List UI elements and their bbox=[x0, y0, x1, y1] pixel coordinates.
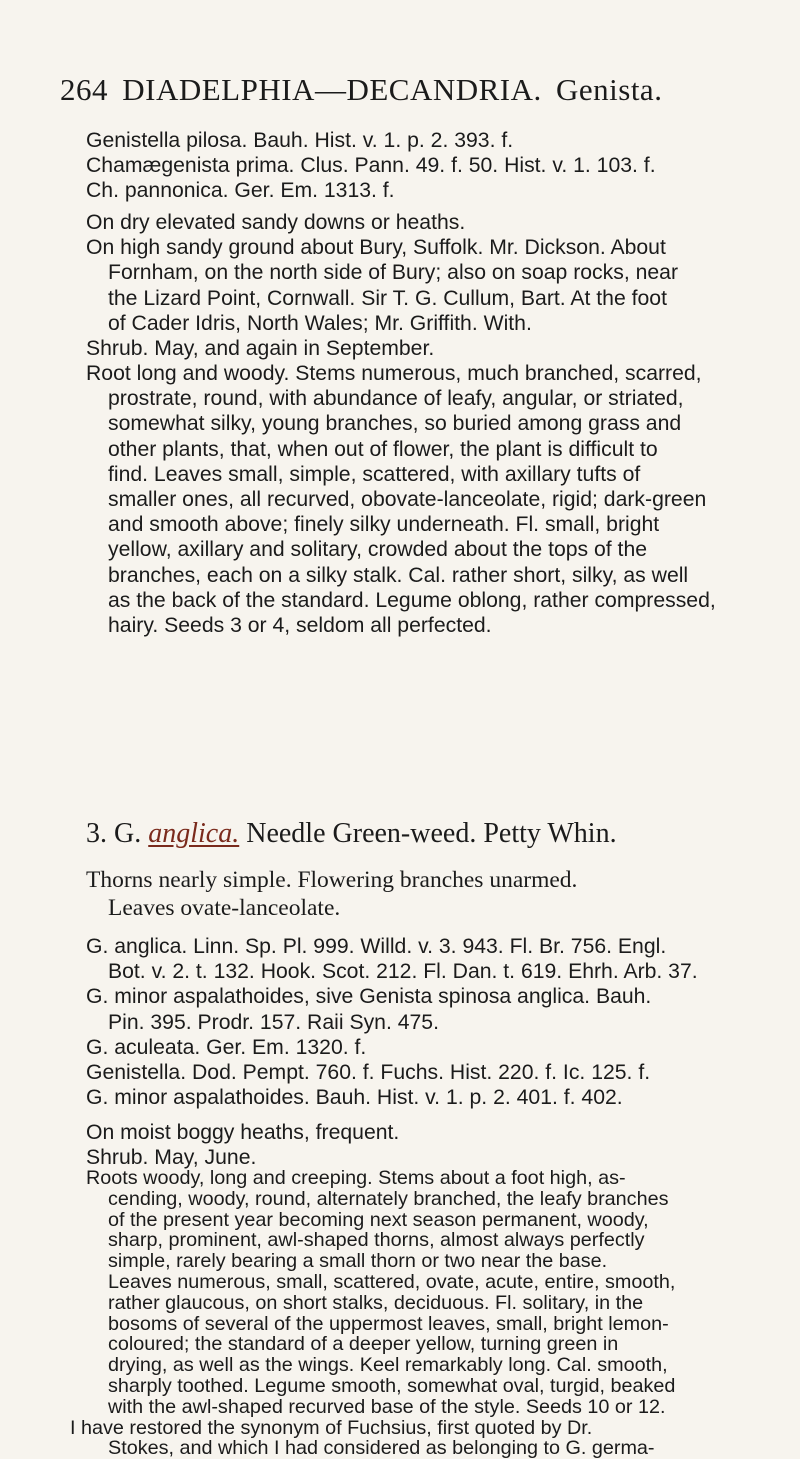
description-line: rather glaucous, on short stalks, deciduous. Fl. solitary, in the bbox=[108, 1291, 644, 1314]
synonym-line: G. anglica. Linn. Sp. Pl. 999. Willd. v. 3. 943. Fl. Br. 756. Engl. bbox=[86, 935, 667, 958]
synonyms-top bbox=[86, 128, 750, 204]
habitat-line: Fornham, on the north side of Bury; also on soap rocks, near bbox=[108, 261, 679, 285]
diagnosis bbox=[86, 866, 760, 922]
synonym-line: Genistella pilosa. Bauh. Hist. v. 1. p. 2. 393. f. bbox=[86, 129, 514, 152]
description-line: bosoms of several of the uppermost leaves, small, bright lemon- bbox=[108, 1312, 669, 1335]
habitat-line: On dry elevated sandy downs or heaths. bbox=[86, 211, 466, 234]
description-line: Roots woody, long and creeping. Stems about a foot high, as- bbox=[86, 1167, 626, 1189]
species-common-names: Needle Green-weed. Petty Whin. bbox=[246, 818, 617, 849]
habitat-line: On moist boggy heaths, frequent. bbox=[86, 1121, 400, 1144]
synonym-line: G. minor aspalathoides, sive Genista spinosa anglica. Bauh. bbox=[86, 985, 652, 1009]
diagnosis-line: Leaves ovate-lanceolate. bbox=[108, 895, 341, 921]
description-line: branches, each on a silky stalk. Cal. rather short, silky, as well bbox=[108, 563, 689, 587]
synonym-line: Genistella. Dod. Pempt. 760. f. Fuchs. Hist. 220. f. Ic. 125. f. bbox=[86, 1061, 651, 1085]
genus-title: Genista. bbox=[556, 72, 663, 107]
description-line: smaller ones, all recurved, obovate-lanceolate, rigid; dark-green bbox=[108, 488, 707, 512]
description-line: find. Leaves small, simple, scattered, with axillary tufts of bbox=[108, 462, 641, 486]
description-line: Leaves numerous, small, scattered, ovate, acute, entire, smooth, bbox=[108, 1270, 676, 1293]
description-line: with the awl-shaped recurved base of the style. Seeds 10 or 12. bbox=[108, 1395, 666, 1418]
habitat-line: On high sandy ground about Bury, Suffolk. Mr. Dickson. About bbox=[86, 236, 666, 260]
footnote bbox=[70, 1418, 760, 1459]
running-title: DIADELPHIA—DECANDRIA. bbox=[122, 72, 542, 107]
species-epithet: anglica. bbox=[148, 818, 240, 849]
synonym-line: G. aculeata. Ger. Em. 1320. f. bbox=[86, 1035, 367, 1059]
habitat-line: Shrub. May, and again in September. bbox=[86, 337, 435, 361]
description-line: hairy. Seeds 3 or 4, seldom all perfected. bbox=[108, 614, 492, 638]
footnote-line: I have restored the synonym of Fuchsius, first quoted by Dr. bbox=[70, 1416, 593, 1439]
running-header bbox=[60, 72, 740, 108]
description-line: yellow, axillary and solitary, crowded about the tops of the bbox=[108, 538, 648, 562]
description-line: cending, woody, round, alternately branched, the leafy branches bbox=[108, 1187, 669, 1210]
description-line: sharply toothed. Legume smooth, somewhat oval, turgid, beaked bbox=[108, 1374, 676, 1397]
species-heading bbox=[86, 818, 617, 850]
description-top bbox=[86, 361, 750, 638]
synonyms-species bbox=[86, 934, 760, 1110]
description-line: as the back of the standard. Legume oblong, rather compressed, bbox=[108, 588, 716, 612]
description-line: drying, as well as the wings. Keel remarkably long. Cal. smooth, bbox=[108, 1354, 668, 1377]
description-line: of the present year becoming next season permanent, woody, bbox=[108, 1208, 649, 1231]
habitat-line: Shrub. May, June. bbox=[86, 1146, 257, 1170]
description-line: other plants, that, when out of flower, the plant is difficult to bbox=[108, 437, 658, 461]
species-number: 3. bbox=[86, 818, 107, 849]
footnote-line: Stokes, and which I had considered as belonging to G. germa- bbox=[108, 1437, 655, 1459]
synonym-line: Pin. 395. Prodr. 157. Raii Syn. 475. bbox=[108, 1010, 439, 1034]
habitat-top bbox=[86, 210, 750, 361]
synonym-line: G. minor aspalathoides. Bauh. Hist. v. 1. p. 2. 401. f. 402. bbox=[86, 1086, 623, 1110]
description-line: coloured; the standard of a deeper yellow, turning green in bbox=[108, 1333, 619, 1356]
description-line: and smooth above; finely silky underneath. Fl. small, bright bbox=[108, 513, 660, 537]
description-line: simple, rarely bearing a small thorn or two near the base. bbox=[108, 1250, 608, 1273]
description-line: prostrate, round, with abundance of leafy, angular, or striated, bbox=[108, 387, 684, 411]
description-species bbox=[86, 1168, 760, 1418]
synonym-line: Bot. v. 2. t. 132. Hook. Scot. 212. Fl. Dan. t. 619. Ehrh. Arb. 37. bbox=[108, 960, 698, 984]
synonym-line: Chamægenista prima. Clus. Pann. 49. f. 50. Hist. v. 1. 103. f. bbox=[86, 154, 656, 178]
description-line: somewhat silky, young branches, so buried among grass and bbox=[108, 412, 682, 436]
description-line: Root long and woody. Stems numerous, much branched, scarred, bbox=[86, 362, 702, 385]
page-number: 264 bbox=[60, 72, 108, 107]
description-line: sharp, prominent, awl-shaped thorns, almost always perfectly bbox=[108, 1229, 645, 1252]
diagnosis-line: Thorns nearly simple. Flowering branches unarmed. bbox=[86, 867, 578, 893]
habitat-line: the Lizard Point, Cornwall. Sir T. G. Cullum, Bart. At the foot bbox=[108, 286, 667, 310]
habitat-line: of Cader Idris, North Wales; Mr. Griffith. With. bbox=[108, 311, 532, 335]
synonym-line: Ch. pannonica. Ger. Em. 1313. f. bbox=[86, 179, 395, 203]
habitat-species bbox=[86, 1120, 760, 1170]
species-genus: G. bbox=[114, 818, 142, 849]
